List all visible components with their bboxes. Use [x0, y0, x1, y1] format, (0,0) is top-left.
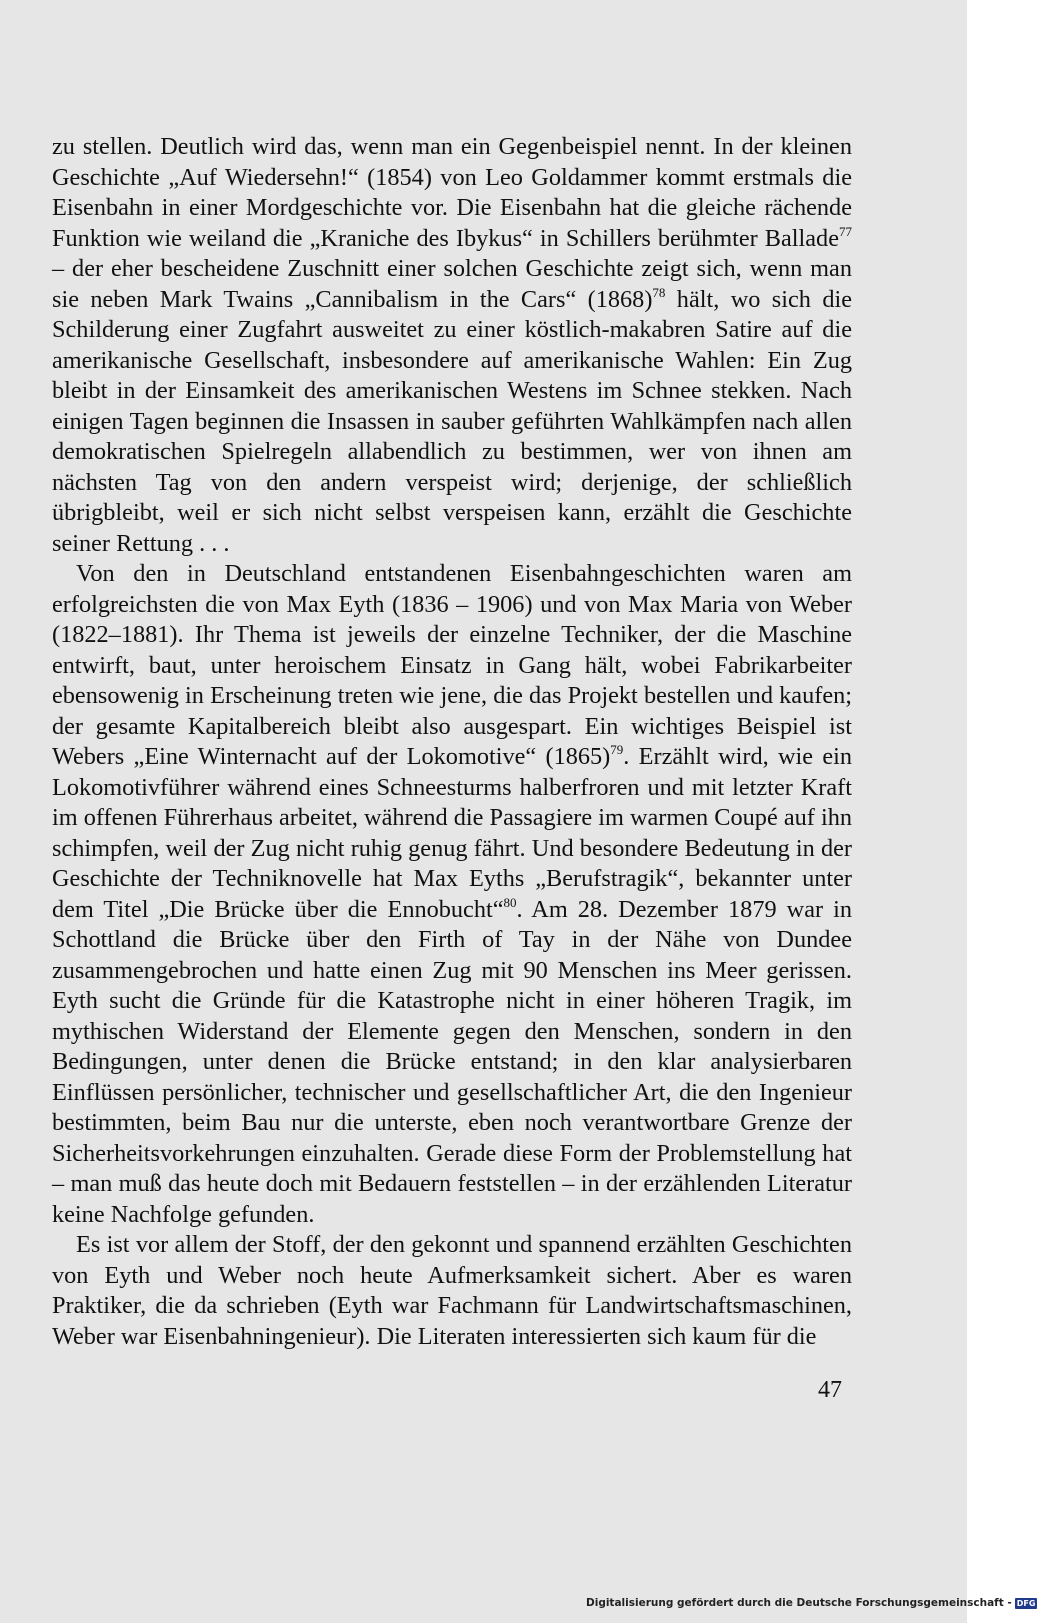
body-text [52, 132, 852, 1352]
paragraph-1-text-3: hält, wo sich die Schilderung einer Zugfahrt ausweitet zu einer köstlich-makabren Satire auf die amerikanische Gesellschaft, insbesondere auf amerikanische Wahlen: Ein Zug bleibt in der Einsamkeit des amerikanischen Westens im Schnee stekken. Nach einigen Tagen beginnen die Insassen in sauber geführten Wahlkämpfen nach allen demokratischen Spielregeln allabendlich zu bestimmen, wer von ihnen am nächsten Tag von den andern verspeist wird; derjenige, der schließlich übrigbleibt, weil er sich nicht selbst verspeisen kann, erzählt die Geschichte seiner Rettung . . . [52, 285, 852, 557]
paragraph-2-text-3: . Am 28. Dezember 1879 war in Schottland die Brücke über den Firth of Tay in der Nähe von Dundee zusammengebrochen und hatte einen Zug mit 90 Menschen ins Meer gerissen. Eyth sucht die Gründe für die Katastrophe nicht in einer höheren Tragik, im mythischen Widerstand der Elemente gegen den Menschen, sondern in den Bedingungen, unter denen die Brücke entstand; in den klar analysierbaren Einflüssen persönlicher, technischer und gesellschaftlicher Art, die den Ingenieur bestimmten, beim Bau nur die unterste, eben noch verantwortbare Grenze der Sicherheitsvorkehrungen einzuhalten. Gerade diese Form der Problemstellung hat – man muß das heute doch mit Bedauern feststellen – in der erzählenden Literatur keine Nachfolge gefunden. [52, 895, 852, 1228]
paragraph-2 [52, 559, 852, 1230]
footnote-ref-78: 78 [652, 284, 666, 300]
paragraph-3-text-1: Es ist vor allem der Stoff, der den gekonnt und spannend erzählten Geschichten von Eyth und Weber noch heute Aufmerksamkeit sichert. Aber es waren Praktiker, die da schrieben (Eyth war Fachmann für Landwirtschaftsmaschinen, Weber war Eisenbahningenieur). Die Literaten interessierten sich kaum für die [52, 1231, 852, 1350]
dfg-logo: DFG [1016, 1598, 1036, 1608]
paragraph-1 [52, 132, 852, 559]
footnote-ref-79: 79 [610, 742, 624, 757]
paragraph-2-text-1: Von den in Deutschland entstandenen Eisenbahngeschichten waren am erfolgreichsten die von Max Eyth (1836 – 1906) und von Max Maria von Weber (1822–1881). Ihr Thema ist jeweils der einzelne Techniker, der die Maschine entwirft, baut, unter heroischem Einsatz in Gang hält, wobei Fabrikarbeiter ebensowenig in Erscheinung treten wie jene, die das Projekt bestellen und kaufen; der gesamte Kapitalbereich bleibt also ausgespart. Ein wichtiges Beispiel ist Webers „Eine Winternacht auf der Lokomotive“ (1865) [52, 560, 852, 770]
paragraph-2-text-2: . Erzählt wird, wie ein Lokomotivführer während eines Schneesturms halberfroren und mit letzter Kraft im offenen Führerhaus arbeitet, während die Passagiere im warmen Coupé auf ihn schimpfen, weil der Zug nicht ruhig genug fährt. Und besondere Bedeutung in der Geschichte der Techniknovelle hat Max Eyths „Berufstragik“, bekannter unter dem Titel „Die Brücke über die Ennobucht“ [52, 743, 852, 923]
digitization-footer [586, 1597, 1037, 1609]
paragraph-3 [52, 1230, 852, 1352]
footer-text: Digitalisierung gefördert durch die Deutsche Forschungsgemeinschaft - [586, 1597, 1012, 1609]
page-number: 47 [818, 1377, 842, 1403]
paragraph-1-text-2: – der eher bescheidene Zuschnitt einer solchen Geschichte zeigt sich, wenn man sie neben Mark Twains „Cannibalism in the Cars“ (1868) [52, 255, 852, 313]
footnote-ref-77: 77 [839, 223, 852, 239]
paragraph-1-text-1: zu stellen. Deutlich wird das, wenn man ein Gegenbeispiel nennt. In der kleinen Geschichte „Auf Wiedersehn!“ (1854) von Leo Goldammer kommt erstmals die Eisenbahn in einer Mordgeschichte vor. Die Eisenbahn hat die gleiche rächende Funktion wie weiland die „Kraniche des Ibykus“ in Schillers berühmter Ballade [52, 133, 852, 252]
footnote-ref-80: 80 [503, 894, 517, 910]
